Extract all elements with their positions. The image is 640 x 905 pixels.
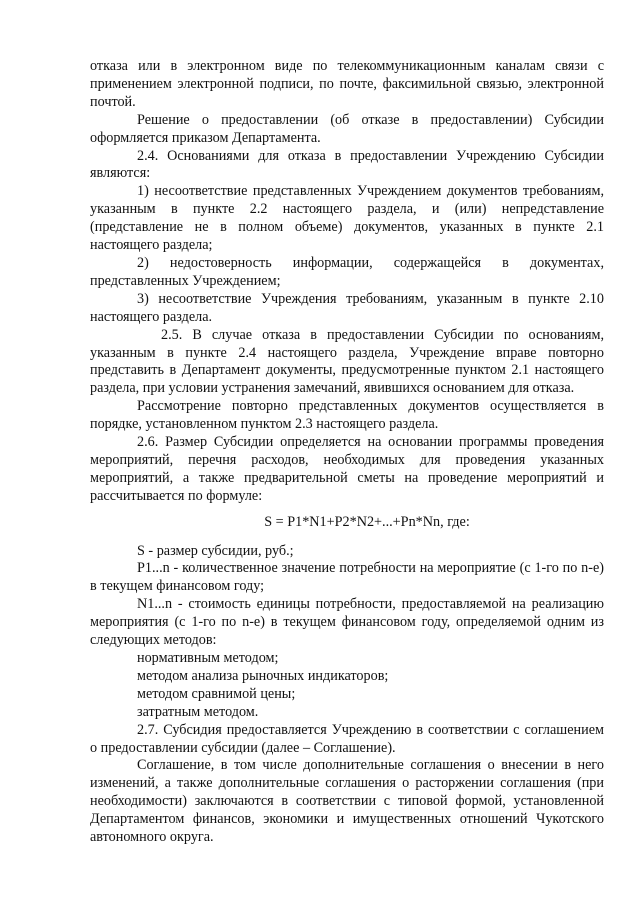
- method-item: нормативным методом;: [137, 650, 279, 666]
- paragraph-2-6: 2.6. Размер Субсидии определяется на основании программы проведения мероприятий, перечня расходов, необходимых для проведения указанных мероприятий, а также предварительной сметы на проведение мероприятий и рассчитывается по формуле:: [90, 434, 604, 504]
- paragraph-2-4: 2.4. Основаниями для отказа в предоставлении Учреждению Субсидии являются:: [90, 147, 604, 182]
- list-item-refusal-2: 2) недостоверность информации, содержащейся в документах, представленных Учреждением;: [90, 254, 604, 289]
- document-page: [90, 58, 604, 847]
- paragraph-continuation: отказа или в электронном виде по телекоммуникационным каналам связи с применением электронной подписи, по почте, факсимильной связью, электронной почтой.: [90, 58, 604, 110]
- paragraph-decision: Решение о предоставлении (об отказе в предоставлении) Субсидии оформляется приказом Департамента.: [90, 111, 604, 146]
- definition-p: P1...n - количественное значение потребности на мероприятие (с 1-го по n-е) в текущем финансовом году;: [90, 560, 604, 595]
- paragraph-resubmission: Рассмотрение повторно представленных документов осуществляется в порядке, установленном пунктом 2.3 настоящего раздела.: [90, 398, 604, 433]
- paragraph-2-7: 2.7. Субсидия предоставляется Учреждению в соответствии с соглашением о предоставлении субсидии (далее – Соглашение).: [90, 721, 604, 756]
- method-item: методом анализа рыночных индикаторов;: [137, 667, 389, 684]
- list-item-refusal-1: 1) несоответствие представленных Учреждением документов требованиям, указанным в пункте 2.2 настоящего раздела, и (или) непредставление (представление не в полном объеме) документов, указанных в пункте 2.1 настоящего раздела;: [90, 183, 604, 254]
- definition-n: N1...n - стоимость единицы потребности, предоставляемой на реализацию мероприятия (с 1-го по n-е) в текущем финансовом году, определяемой одним из следующих методов:: [90, 596, 604, 649]
- method-item: затратным методом.: [137, 703, 259, 720]
- paragraph-agreement: Соглашение, в том числе дополнительные соглашения о внесении в него изменений, а также дополнительные соглашения о расторжении соглашения (при необходимости) заключаются в соответствии с типовой формой, установленной Департаментом финансов, экономики и имущественных отношений Чукотского автономного округа.: [90, 757, 604, 846]
- definition-s: S - размер субсидии, руб.;: [137, 542, 294, 559]
- method-item: методом сравнимой цены;: [137, 685, 296, 702]
- paragraph-2-5: 2.5. В случае отказа в предоставлении Субсидии по основаниям, указанным в пункте 2.4 настоящего раздела, Учреждение вправе повторно представить в Департамент документы, предусмотренные пунктом 2.1 настоящего раздела, при условии устранения замечаний, явившихся основанием для отказа.: [90, 326, 604, 397]
- list-item-refusal-3: 3) несоответствие Учреждения требованиям, указанным в пункте 2.10 настоящего раздела.: [90, 290, 604, 325]
- subsidy-formula: S = P1*N1+P2*N2+...+Pn*Nn, где:: [264, 513, 470, 530]
